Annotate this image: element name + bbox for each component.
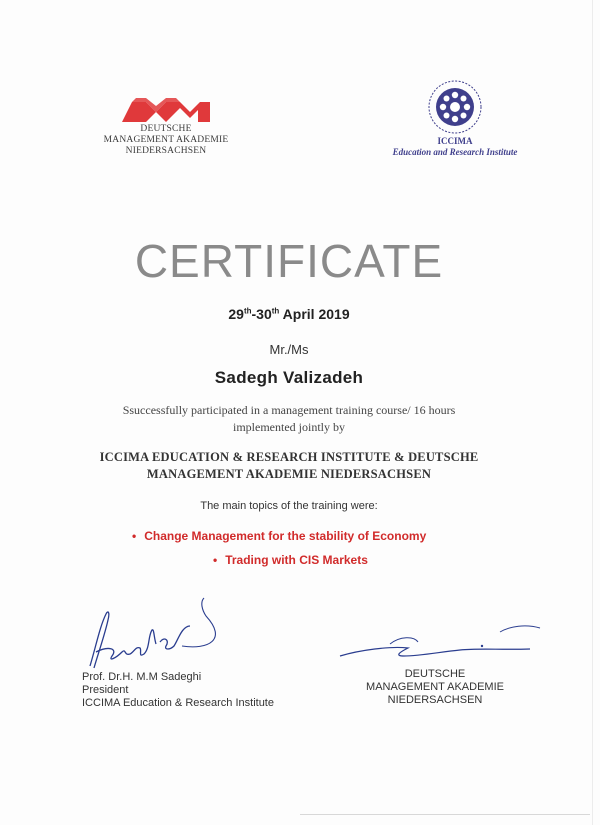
recipient-name: Sadegh Valizadeh [214,368,364,387]
date-sup1: th [243,306,252,316]
signatory-org: ICCIMA Education & Research Institute [82,697,274,709]
signatory-role: President [82,684,129,696]
dma-line1: DEUTSCHE [140,124,192,134]
iccima-emblem-icon [426,78,484,136]
bullet-icon: • [213,553,218,567]
organizations [40,449,538,483]
right-signatory [340,668,530,707]
dma-logo [86,96,246,157]
topics-intro: The main topics of the training were: [200,500,378,512]
topic-label: Trading with CIS Markets [225,553,368,567]
salutation: Mr./Ms [269,342,309,357]
signatory-org-line2: MANAGEMENT AKADEMIE [366,681,504,693]
date-day1: 29 [228,306,244,322]
topic-label: Change Management for the stability of Economy [144,529,427,543]
dma-line2: MANAGEMENT AKADEMIE [103,135,229,145]
body-line2: implemented jointly by [233,420,345,434]
dma-line3: NIEDERSACHSEN [125,146,207,156]
scan-edge-line [300,814,590,815]
iccima-line2: Education and Research Institute [392,147,518,157]
signatory-org-line1: DEUTSCHE [404,668,466,680]
signatory-name: Prof. Dr.H. M.M Sadeghi [82,671,202,683]
topic-item [132,529,492,543]
date-day2: -30 [251,306,272,322]
date-rest: April 2019 [279,306,350,322]
participation-text [60,402,518,436]
certificate-date [0,306,578,322]
orgs-line2: MANAGEMENT AKADEMIE NIEDERSACHSEN [146,467,432,481]
left-signature [78,596,298,674]
date-sup2: th [271,306,280,316]
certificate-title: CERTIFICATE [134,235,444,287]
dma-logo-mark-icon [118,96,214,124]
scan-edge-right [592,0,593,825]
iccima-line1: ICCIMA [437,136,473,146]
orgs-line1: ICCIMA EDUCATION & RESEARCH INSTITUTE & DEUTSCHE [99,450,479,464]
bullet-icon: • [132,529,137,543]
left-signatory [82,671,312,710]
signatory-org-line3: NIEDERSACHSEN [387,694,483,706]
topic-item [213,553,433,567]
body-line1: Ssuccessfully participated in a management training course/ 16 hours [122,403,456,417]
iccima-logo [370,78,540,158]
right-signature [330,622,550,664]
